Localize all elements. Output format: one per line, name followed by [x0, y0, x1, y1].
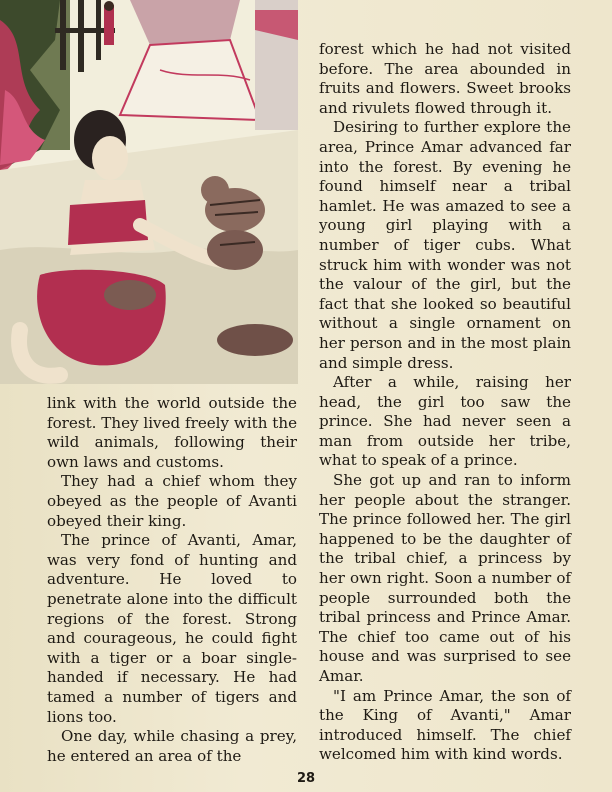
paragraph: link with the world outside the forest. They lived freely with the wild animals, following their own laws and customs. [47, 394, 297, 471]
right-text-column [319, 40, 571, 765]
paragraph: After a while, raising her head, the girl too saw the prince. She had never seen a man from outside her tribe, what to speak of a prince. [319, 373, 571, 470]
page-number: 28 [296, 771, 316, 786]
paragraph: The prince of Avanti, Amar, was very fond of hunting and adventure. He loved to penetrate alone into the difficult regions of the forest. Strong and courageous, he could fight with a tiger or a boar single-handed if necessary. He had tamed a number of tigers and lions too. [47, 531, 297, 726]
paragraph: They had a chief whom they obeyed as the people of Avanti obeyed their king. [47, 472, 297, 530]
paragraph: Desiring to further explore the area, Prince Amar advanced far into the forest. By evening he found himself near a tribal hamlet. He was amazed to see a young girl playing with a number of tiger cubs. What struck him with wonder was not the valour of the girl, but the fact that she looked so beautiful without a single ornament on her person and in the most plain and simple dress. [319, 118, 571, 372]
tribal-girl-with-tiger-cubs-illustration [0, 0, 298, 384]
paragraph: "I am Prince Amar, the son of the King of Avanti," Amar introduced himself. The chief welcomed him with kind words. [319, 686, 571, 764]
paragraph: forest which he had not visited before. The area abounded in fruits and flowers. Sweet brooks and rivulets flowed through it. [319, 40, 571, 117]
story-illustration [0, 0, 298, 384]
paragraph: She got up and ran to inform her people about the stranger. The prince followed her. The girl happened to be the daughter of the tribal chief, a princess by her own right. Soon a number of people surrounded both the tribal princess and Prince Amar. The chief too came out of his house and was surprised to see Amar. [319, 471, 571, 685]
paragraph: One day, while chasing a prey, he entered an area of the [47, 727, 297, 765]
left-text-column [47, 394, 297, 766]
